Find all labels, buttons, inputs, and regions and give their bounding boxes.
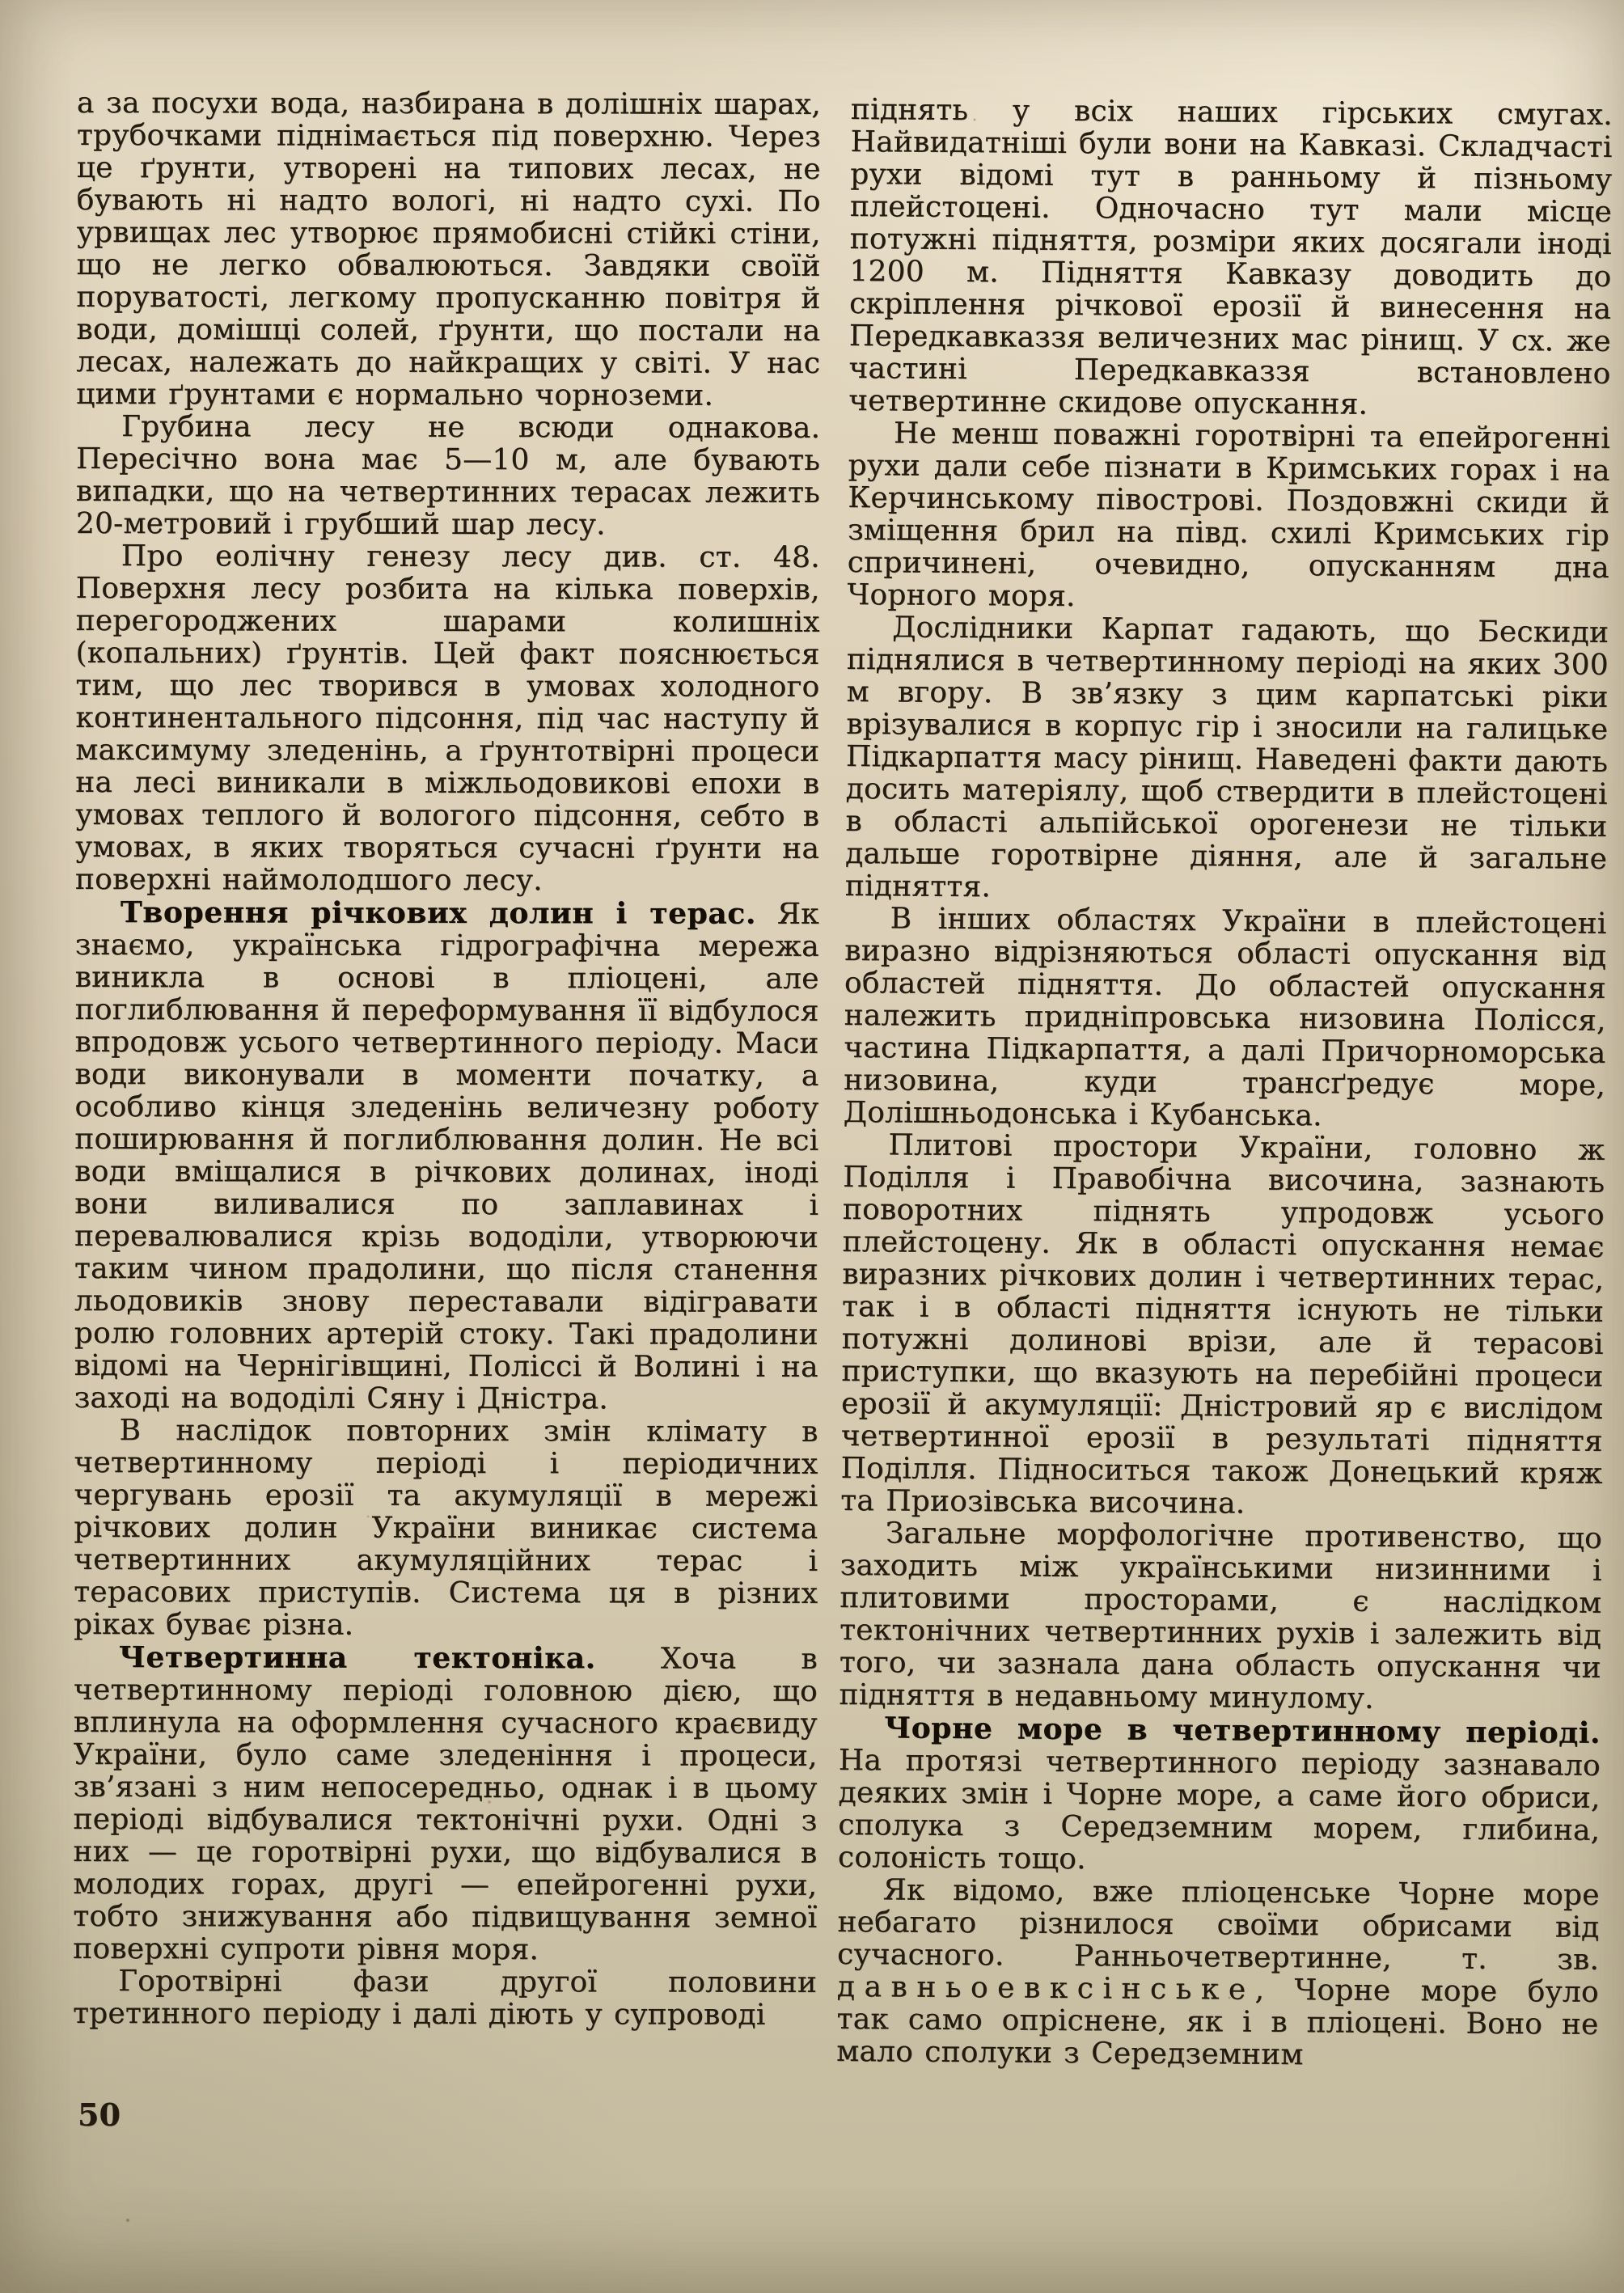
paragraph: Не менш поважні горотвірні та епейрогенні рухи дали себе пізнати в Кримських горах і на Керчинському півострові. Поздовжні скиди й зміщення брил на півд. схилі Кримських гір спричинені, очевидно, опусканням дна Чорного моря.: [847, 417, 1611, 614]
paragraph: Про еолічну генезу лесу див. ст. 48. Поверхня лесу розбита на кілька поверхів, перегороджених шарами колишніх (копальних) ґрунтів. Цей факт пояснюється тим, що лес творився в умовах холодного континентального підсоння, під час наступу й максимуму зледенінь, а ґрунтотвірні процеси на лесі виникали в міжльодовикові епохи в умовах теплого й вологого підсоння, себто в умовах, в яких творяться сучасні ґрунти на поверхні наймолодшого лесу.: [74, 539, 820, 898]
right-text-column: [836, 94, 1613, 2074]
paragraph: Дослідники Карпат гадають, що Бескиди піднялися в четвертинному періоді на яких 300 м вгору. В зв’язку з цим карпатські ріки врізувалися в корпус гір і зносили на галицьке Підкарпаття масу рінищ. Наведені факти дають досить матеріялу, щоб ствердити в плейстоцені в області альпійської орогенези не тільки дальше горотвірне діяння, але й загальне підняття.: [844, 611, 1609, 904]
paragraph: Творення річкових долин і терас. Як знаємо, українська гідрографічна мережа виникла в основі в пліоцені, але поглиблювання й переформування її відбулося впродовж усього четвертинного періоду. Маси води виконували в моменти початку, а особливо кінця зледенінь величезну роботу поширювання й поглиблювання долин. Не всі води вміщалися в річкових долинах, іноді вони виливалися по заплавинах і перевалювалися крізь вододіли, утворюючи таким чином прадолини, що після станення льодовиків знову переставали відігравати ролю головних артерій стоку. Такі прадолини відомі на Чернігівщині, Поліссі й Волині і на заході на вододілі Сяну і Дністра.: [74, 895, 819, 1416]
paragraph: Плитові простори України, головно ж Поділля і Правобічна височина, зазнають поворотних піднять упродовж усього плейстоцену. Як в області опускання немає виразних річкових долин і четвертинних терас, так і в області підняття існують не тільки потужні долинові врізи, але й терасові приступки, що вказують на перебійні процеси ерозії й акумуляції: Дністровий яр є вислідом четвертинної ерозії в результаті підняття Поділля. Підноситься також Донецький кряж та Приозівська височина.: [840, 1128, 1605, 1521]
paragraph: Загальне морфологічне противенство, що заходить між українськими низинними і плитовими просторами, є наслідком тектонічних четвертинних рухів і залежить від того, чи зазнала дана область опускання чи підняття в недавньому минулому.: [839, 1517, 1603, 1716]
run-in-heading: Чорне море в четвертинному періоді.: [884, 1711, 1601, 1750]
paragraph: Горотвірні фази другої половини третинного періоду і далі діють у супроводі: [72, 1965, 818, 2032]
paragraph: Четвертинна тектоніка. Хоча в четвертинному періоді головною дією, що вплинула на оформлення сучасного краєвиду України, було саме зледеніння і процеси, зв’язані з ним непосередньо, однак і в цьому періоді відбувалися тектонічні рухи. Одні з них — це горотвірні рухи, що відбувалися в молодих горах, другі — епейрогенні рухи, тобто знижування або підвищування земної поверхні супроти рівня моря.: [73, 1640, 818, 1967]
paragraph: В наслідок повторних змін клімату в четвертинному періоді і періодичних чергувань ерозії та акумуляції в мережі річкових долин України виникає система четвертинних акумуляційних терас і терасових приступів. Система ця в різних ріках буває різна.: [73, 1414, 818, 1642]
run-in-heading: Четвертинна тектоніка.: [118, 1640, 596, 1676]
paragraph: Чорне море в четвертинному періоді. На протязі четвертинного періоду зазнавало деяких змін і Чорне море, а саме його обриси, сполука з Середземним морем, глибина, солоність тощо.: [837, 1711, 1601, 1876]
paragraph: піднять у всіх наших гірських смугах. Найвидатніші були вони на Кавказі. Складчасті рухи відомі тут в ранньому й пізньому плейстоцені. Одночасно тут мали місце потужні підняття, розміри яких досягали іноді 1200 м. Підняття Кавказу доводить до скріплення річкової ерозії й винесення на Передкавказзя величезних мас рінищ. У сх. же частині Передкавказзя встановлено четвертинне скидове опускання.: [848, 93, 1613, 421]
paragraph: В інших областях України в плейстоцені виразно відрізняються області опускання від областей підняття. До областей опускання належить придніпровська низовина Полісся, частина Підкарпаття, а далі Причорноморська низовина, куди трансґредує море, Долішньодонська і Кубанська.: [843, 902, 1607, 1133]
left-text-column: [73, 87, 821, 2032]
paragraph: а за посухи вода, назбирана в долішніх шарах, трубочками піднімається під поверхню. Через це ґрунти, утворені на типових лесах, не бувають ні надто вологі, ні надто сухі. По урвищах лес утворює прямобисні стійкі стіни, що не легко обвалюються. Завдяки своїй поруватості, легкому пропусканню повітря й води, домішці солей, ґрунти, що постали на лесах, належать до найкращих у світі. У нас цими ґрунтами є нормально чорноземи.: [76, 87, 822, 412]
page-number: 50: [78, 2096, 121, 2133]
paragraph: Грубина лесу не всюди однакова. Пересічно вона має 5—10 м, але бувають випадки, що на четвертинних терасах лежить 20-метровий і грубший шар лесу.: [75, 410, 821, 542]
run-in-heading: Творення річкових долин і терас.: [120, 895, 757, 931]
paragraph: Як відомо, вже пліоценське Чорне море небагато різнилося своїми обрисами від сучасного. Ранньочетвертинне, т. зв. давньоевксінське, Чорне море було так само опріснене, як і в пліоцені. Воно не мало сполуки з Середземним: [836, 1873, 1600, 2072]
letterspaced-term: давньоевксінське: [836, 1969, 1255, 2007]
